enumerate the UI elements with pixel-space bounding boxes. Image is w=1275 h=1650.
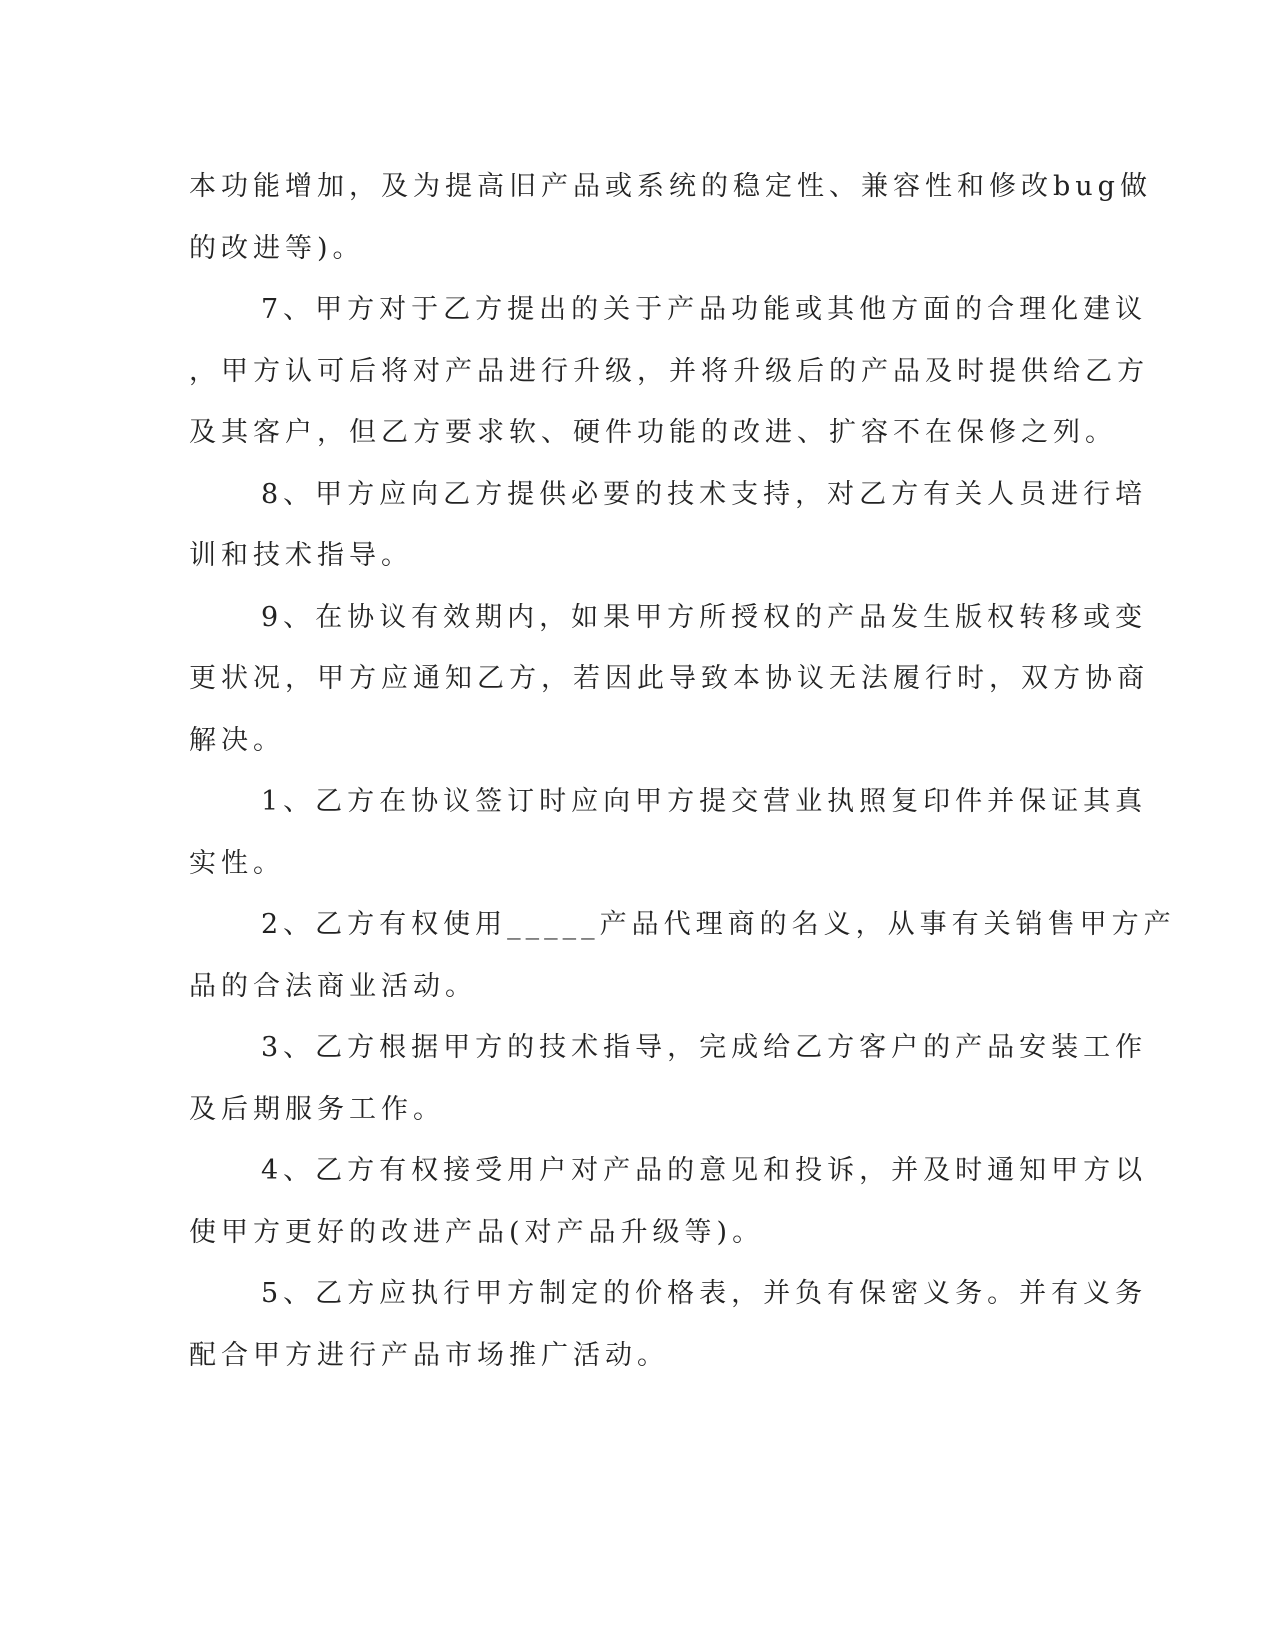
text-line: 使甲方更好的改进产品(对产品升级等)。 bbox=[189, 1216, 765, 1248]
text-line: 3、乙方根据甲方的技术指导，完成给乙方客户的产品安装工作 bbox=[261, 1032, 1148, 1063]
text-line: 更状况，甲方应通知乙方，若因此导致本协议无法履行时，双方协商 bbox=[189, 663, 1149, 694]
text-line: 2、乙方有权使用_____产品代理商的名义，从事有关销售甲方产 bbox=[261, 909, 1176, 940]
text-line: 本功能增加，及为提高旧产品或系统的稳定性、兼容性和修改bug做 bbox=[189, 171, 1152, 202]
text-line: 4、乙方有权接受用户对产品的意见和投诉，并及时通知甲方以 bbox=[261, 1155, 1148, 1186]
text-line: 及其客户，但乙方要求软、硬件功能的改进、扩容不在保修之列。 bbox=[189, 417, 1117, 448]
text-line: 配合甲方进行产品市场推广活动。 bbox=[189, 1339, 669, 1371]
text-line: 7、甲方对于乙方提出的关于产品功能或其他方面的合理化建议 bbox=[261, 294, 1148, 325]
text-line: 9、在协议有效期内，如果甲方所授权的产品发生版权转移或变 bbox=[261, 601, 1148, 633]
text-line: 的改进等)。 bbox=[189, 232, 365, 264]
text-line: 1、乙方在协议签订时应向甲方提交营业执照复印件并保证其真 bbox=[261, 786, 1148, 817]
document-body bbox=[189, 156, 1176, 1386]
text-line: 实性。 bbox=[189, 847, 285, 879]
text-line: 8、甲方应向乙方提供必要的技术支持，对乙方有关人员进行培 bbox=[261, 478, 1148, 510]
text-line: 品的合法商业活动。 bbox=[189, 970, 477, 1002]
text-line: 5、乙方应执行甲方制定的价格表，并负有保密义务。并有义务 bbox=[261, 1278, 1148, 1309]
text-line: 训和技术指导。 bbox=[189, 540, 413, 571]
text-line: 解决。 bbox=[189, 724, 285, 756]
text-line: 及后期服务工作。 bbox=[189, 1093, 445, 1125]
text-line: ，甲方认可后将对产品进行升级，并将升级后的产品及时提供给乙方 bbox=[189, 355, 1149, 387]
